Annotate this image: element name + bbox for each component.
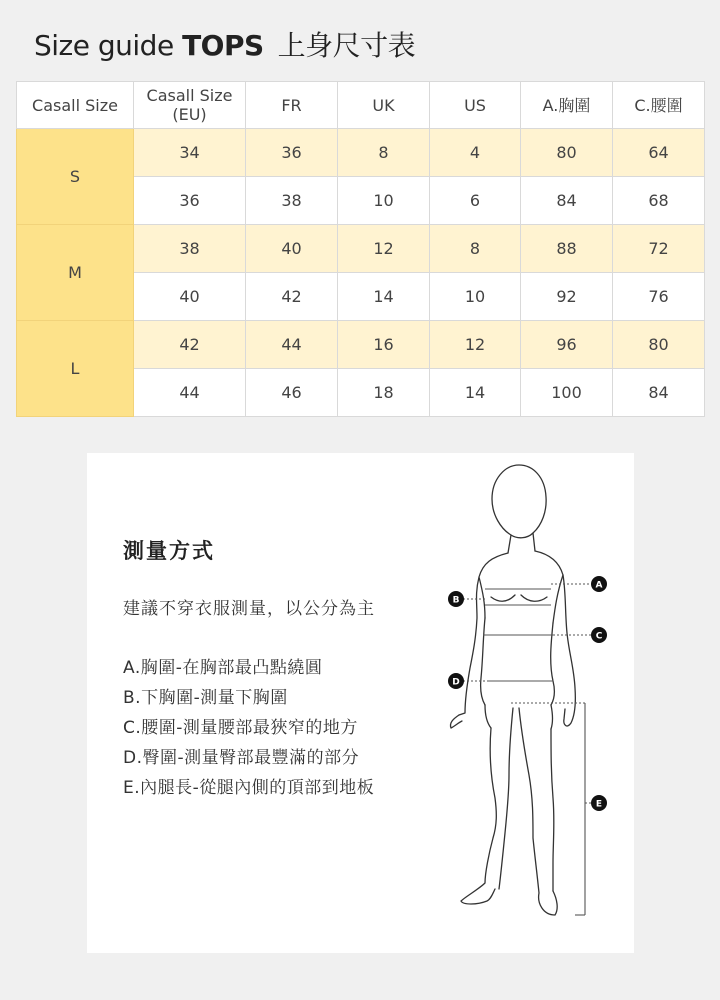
- table-cell: 44: [246, 321, 338, 369]
- table-cell: 10: [430, 273, 521, 321]
- table-cell: 44: [134, 369, 246, 417]
- table-cell: 88: [521, 225, 613, 273]
- table-cell: 42: [246, 273, 338, 321]
- marker-e-label: E: [595, 799, 603, 810]
- table-cell: 84: [521, 177, 613, 225]
- table-cell: 76: [613, 273, 705, 321]
- marker-a: [591, 576, 607, 592]
- page-title: [34, 24, 415, 64]
- table-cell: 100: [521, 369, 613, 417]
- table-cell: 80: [521, 129, 613, 177]
- column-header: UK: [338, 82, 430, 129]
- table-cell: 14: [430, 369, 521, 417]
- size-label-cell: M: [17, 225, 134, 321]
- header-row: [17, 82, 705, 129]
- table-cell: 8: [338, 129, 430, 177]
- size-table: [16, 81, 705, 417]
- table-cell: 12: [430, 321, 521, 369]
- table-cell: 64: [613, 129, 705, 177]
- table-cell: 18: [338, 369, 430, 417]
- size-label-cell: S: [17, 129, 134, 225]
- table-cell: 38: [134, 225, 246, 273]
- size-label-cell: L: [17, 321, 134, 417]
- table-row: [17, 321, 705, 369]
- column-header: Casall Size: [17, 82, 134, 129]
- table-cell: 38: [246, 177, 338, 225]
- marker-c-label: C: [595, 631, 603, 642]
- column-header: US: [430, 82, 521, 129]
- measurement-item: E.內腿長-從腿內側的頂部到地板: [123, 778, 375, 798]
- table-cell: 36: [246, 129, 338, 177]
- table-cell: 12: [338, 225, 430, 273]
- markers: [448, 576, 607, 811]
- table-cell: 16: [338, 321, 430, 369]
- column-header: A.胸圍: [521, 82, 613, 129]
- table-cell: 8: [430, 225, 521, 273]
- body-figure-illustration: [87, 453, 634, 953]
- measurement-lines: [483, 589, 585, 915]
- marker-e: [591, 795, 607, 811]
- marker-b-label: B: [452, 595, 460, 606]
- table-cell: 92: [521, 273, 613, 321]
- measurement-title: 測量方式: [123, 539, 215, 563]
- title-prefix: Size guide: [34, 29, 183, 62]
- table-cell: 34: [134, 129, 246, 177]
- table-row: [17, 129, 705, 177]
- table-row: [17, 225, 705, 273]
- title-bold: TOPS: [182, 29, 264, 62]
- table-cell: 68: [613, 177, 705, 225]
- table-cell: 40: [134, 273, 246, 321]
- measurement-panel: [87, 453, 634, 953]
- marker-d: [448, 673, 464, 689]
- table-cell: 6: [430, 177, 521, 225]
- table-cell: 10: [338, 177, 430, 225]
- marker-d-label: D: [452, 677, 460, 688]
- title-cjk: 上身尺寸表: [277, 29, 416, 62]
- table-cell: 80: [613, 321, 705, 369]
- measurement-intro: 建議不穿衣服測量，以公分為主: [123, 599, 375, 619]
- marker-b: [448, 591, 464, 607]
- table-cell: 96: [521, 321, 613, 369]
- table-cell: 42: [134, 321, 246, 369]
- table-cell: 40: [246, 225, 338, 273]
- marker-a-label: A: [595, 580, 603, 591]
- column-header: FR: [246, 82, 338, 129]
- table-cell: 14: [338, 273, 430, 321]
- table-cell: 4: [430, 129, 521, 177]
- table-cell: 84: [613, 369, 705, 417]
- measurement-item: B.下胸圍-測量下胸圍: [123, 688, 288, 708]
- table-cell: 72: [613, 225, 705, 273]
- table-cell: 36: [134, 177, 246, 225]
- column-header: Casall Size (EU): [134, 82, 246, 129]
- measurement-item: C.腰圍-測量腰部最狹窄的地方: [123, 718, 358, 738]
- body-outline: [450, 465, 575, 915]
- measurement-item: D.臀圍-測量臀部最豐滿的部分: [123, 748, 360, 768]
- table-cell: 46: [246, 369, 338, 417]
- marker-c: [591, 627, 607, 643]
- column-header: C.腰圍: [613, 82, 705, 129]
- measurement-item: A.胸圍-在胸部最凸點繞圓: [123, 658, 323, 678]
